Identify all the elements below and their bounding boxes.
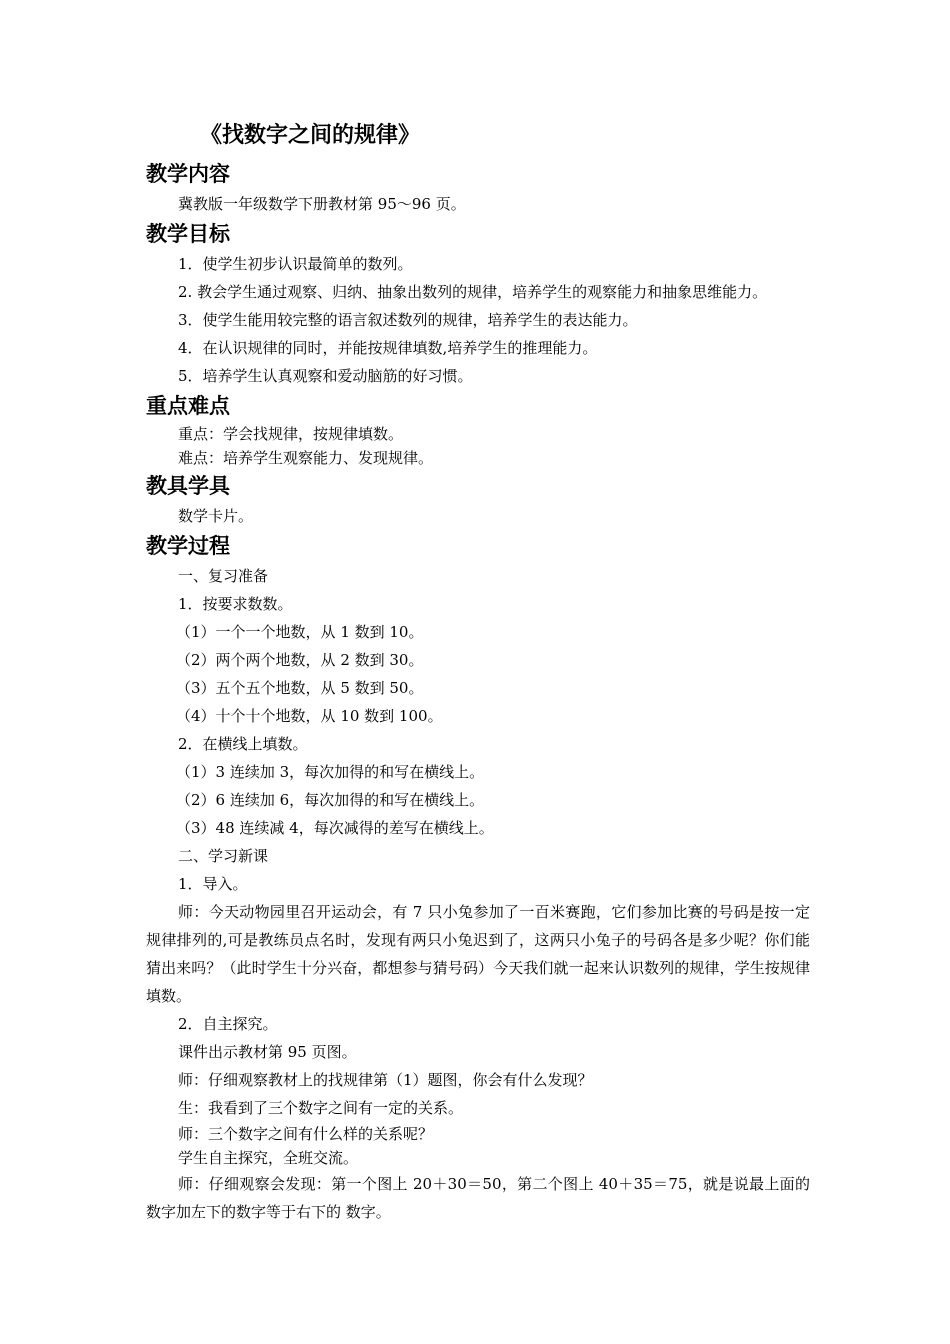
key-point-line: 重点：学会找规律，按规律填数。 (178, 425, 404, 443)
difficult-point-line: 难点：培养学生观察能力、发现规律。 (178, 449, 434, 467)
process-line-15: 师：仔细观察教材上的找规律第（1）题图，你会有什么发现？ (178, 1071, 593, 1089)
heading-key-points: 重点难点 (146, 394, 230, 418)
process-line-10: （3）48 连续减 4，每次减得的差写在横线上。 (176, 819, 494, 837)
goal-line-2: 2. 教会学生通过观察、归纳、抽象出数列的规律，培养学生的观察能力和抽象思维能力。 (178, 283, 768, 301)
process-line-2: 1．按要求数数。 (178, 595, 293, 613)
document-title: 《找数字之间的规律》 (200, 123, 421, 148)
process-line-12: 1．导入。 (178, 875, 248, 893)
heading-teaching-tools: 教具学具 (146, 474, 230, 498)
process-line-16: 生：我看到了三个数字之间有一定的关系。 (178, 1099, 464, 1117)
document-page (146, 118, 810, 1226)
process-line-8: （1）3 连续加 3，每次加得的和写在横线上。 (176, 763, 485, 781)
heading-teaching-process: 教学过程 (146, 534, 230, 558)
heading-teaching-goals: 教学目标 (146, 222, 230, 246)
process-paragraph-observation: 师：仔细观察会发现：第一个图上 20＋30＝50，第二个图上 40＋35＝75，就是说最上面的数字加左下的数字等于右下的 数字。 (146, 1175, 810, 1221)
process-line-4: （2）两个两个地数，从 2 数到 30。 (176, 651, 424, 669)
process-line-7: 2．在横线上填数。 (178, 735, 308, 753)
goal-line-1: 1．使学生初步认识最简单的数列。 (178, 255, 413, 273)
process-line-5: （3）五个五个地数，从 5 数到 50。 (176, 679, 424, 697)
process-line-13: 2．自主探究。 (178, 1015, 278, 1033)
process-line-11: 二、学习新课 (178, 847, 269, 865)
process-line-14: 课件出示教材第 95 页图。 (178, 1043, 357, 1061)
process-line-17: 师：三个数字之间有什么样的关系呢？ (178, 1125, 434, 1143)
process-line-6: （4）十个十个地数，从 10 数到 100。 (176, 707, 443, 725)
content-line: 冀教版一年级数学下册教材第 95～96 页。 (178, 195, 466, 213)
process-line-9: （2）6 连续加 6，每次加得的和写在横线上。 (176, 791, 485, 809)
goal-line-5: 5．培养学生认真观察和爱动脑筋的好习惯。 (178, 367, 473, 385)
goal-line-3: 3．使学生能用较完整的语言叙述数列的规律，培养学生的表达能力。 (178, 311, 638, 329)
process-paragraph-intro: 师：今天动物园里召开运动会，有 7 只小兔参加了一百米赛跑，它们参加比赛的号码是按一定规律排列的,可是教练员点名时，发现有两只小兔迟到了，这两只小兔子的号码各是多少呢？你们能猜出来吗？（此时学生十分兴奋，都想参与猜号码）今天我们就一起来认识数列的规律，学生按规律填数。 (146, 903, 810, 1005)
tools-line: 数学卡片。 (178, 507, 254, 525)
heading-teaching-content: 教学内容 (146, 162, 230, 186)
process-line-18: 学生自主探究，全班交流。 (178, 1149, 359, 1167)
process-line-1: 一、复习准备 (178, 567, 269, 585)
process-line-3: （1）一个一个地数，从 1 数到 10。 (176, 623, 424, 641)
goal-line-4: 4．在认识规律的同时，并能按规律填数,培养学生的推理能力。 (178, 339, 598, 357)
